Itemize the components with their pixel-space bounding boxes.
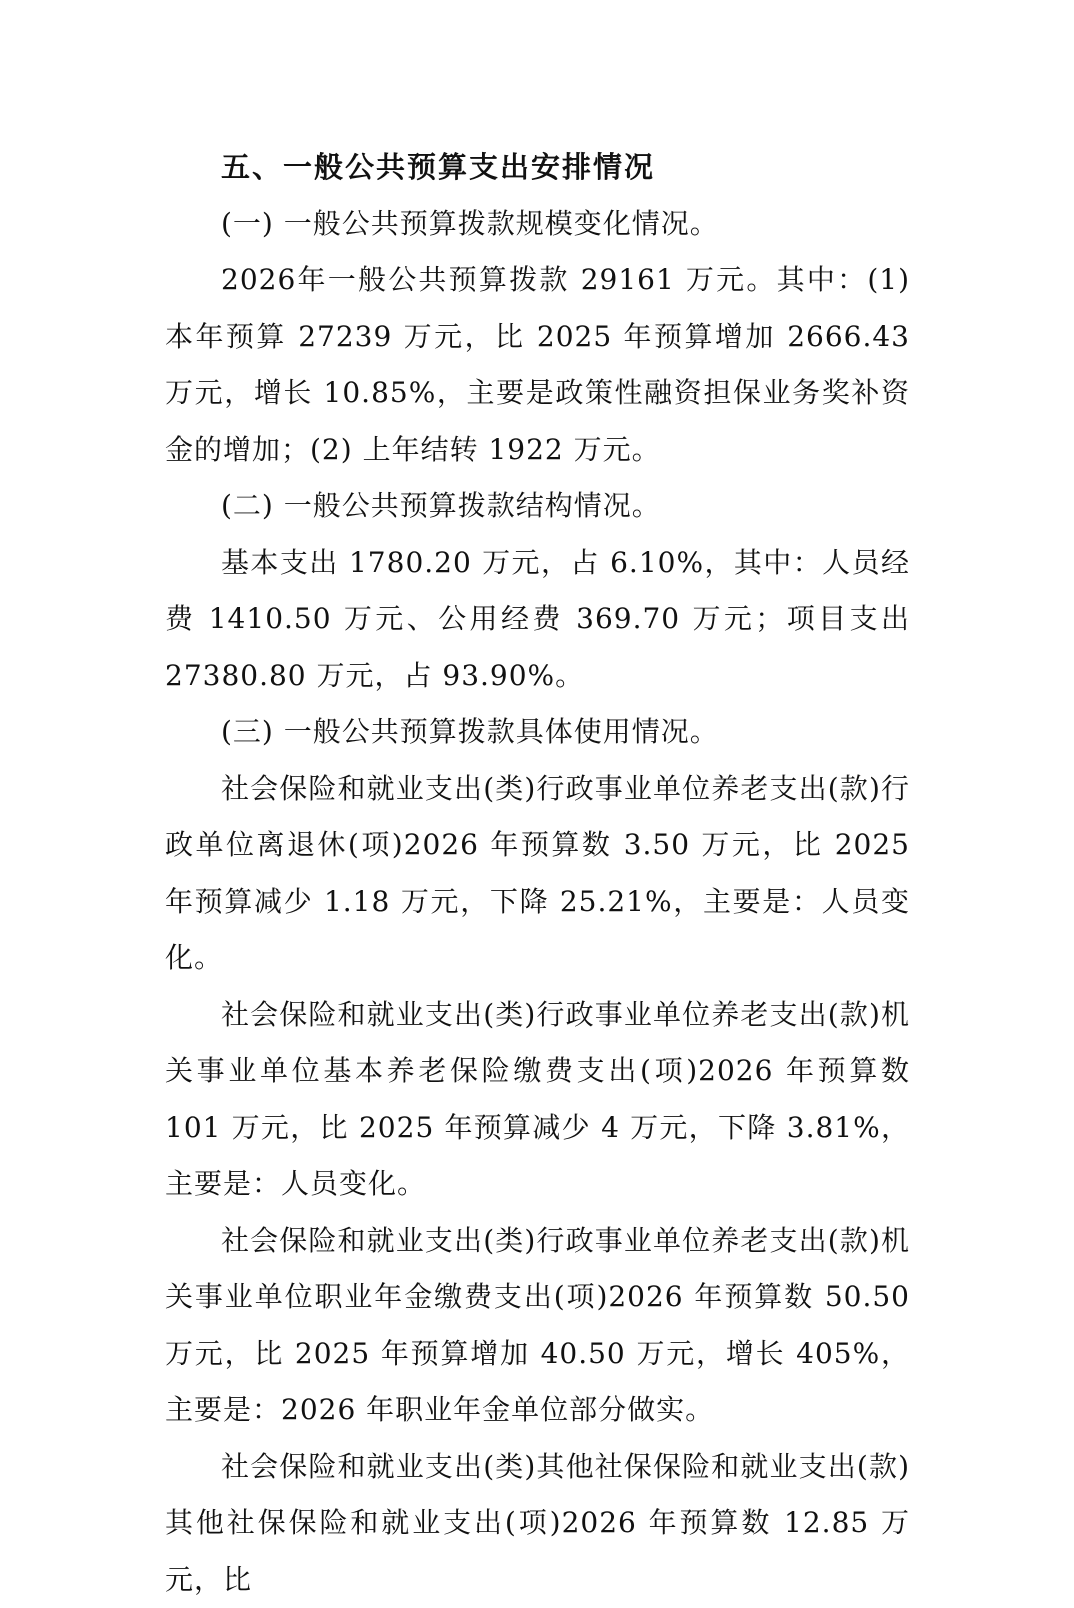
paragraph-scale: 2026年一般公共预算拨款 29161 万元。其中：(1) 本年预算 27239 万元，比 2025 年预算增加 2666.43 万元，增长 10.85%，主要是政策性融资担保业务奖补资金的增加；(2) 上年结转 1922 万元。: [165, 252, 910, 478]
paragraph-usage-1: 社会保险和就业支出(类)行政事业单位养老支出(款)行政单位离退休(项)2026 年预算数 3.50 万元，比 2025 年预算减少 1.18 万元，下降 25.21%，主要是：人员变化。: [165, 761, 910, 987]
subsection-title-3: (三) 一般公共预算拨款具体使用情况。: [165, 704, 910, 761]
subsection-title-1: (一) 一般公共预算拨款规模变化情况。: [165, 196, 910, 253]
paragraph-usage-3: 社会保险和就业支出(类)行政事业单位养老支出(款)机关事业单位职业年金缴费支出(项)2026 年预算数 50.50 万元，比 2025 年预算增加 40.50 万元，增长 405%，主要是：2026 年职业年金单位部分做实。: [165, 1213, 910, 1439]
subsection-title-2: (二) 一般公共预算拨款结构情况。: [165, 478, 910, 535]
paragraph-usage-2: 社会保险和就业支出(类)行政事业单位养老支出(款)机关事业单位基本养老保险缴费支出(项)2026 年预算数 101 万元，比 2025 年预算减少 4 万元，下降 3.81%，主要是：人员变化。: [165, 987, 910, 1213]
document-page: [165, 139, 910, 1608]
paragraph-usage-4: 社会保险和就业支出(类)其他社保保险和就业支出(款)其他社保保险和就业支出(项)2026 年预算数 12.85 万元，比: [165, 1439, 910, 1608]
section-title: 五、一般公共预算支出安排情况: [165, 139, 910, 196]
paragraph-structure: 基本支出 1780.20 万元，占 6.10%，其中：人员经费 1410.50 万元、公用经费 369.70 万元；项目支出 27380.80 万元，占 93.90%。: [165, 535, 910, 705]
